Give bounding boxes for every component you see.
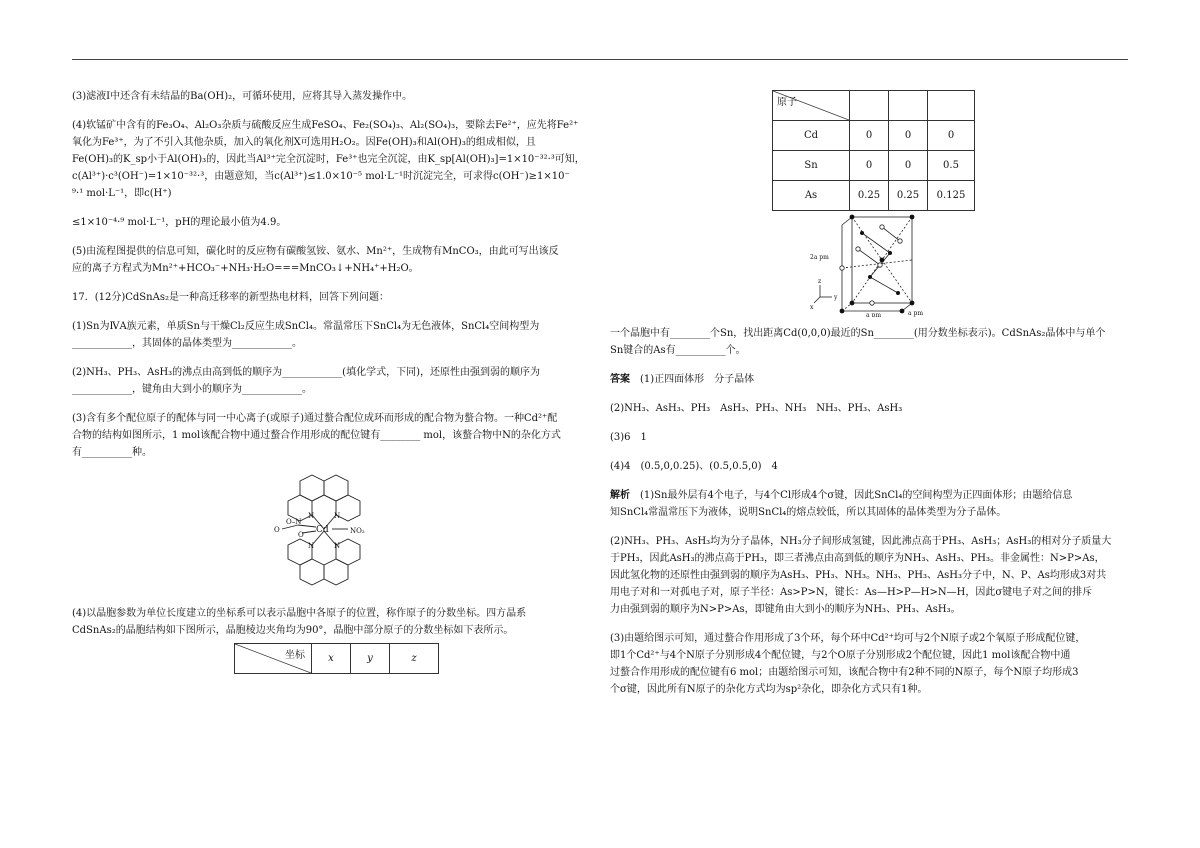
question-17-1	[72, 318, 594, 352]
crystal-cell-figure	[810, 213, 940, 317]
value-cell: 0.125	[928, 181, 975, 211]
line: 一个晶胞中有________个Sn，找出距离Cd(0,0,0)最近的Sn________(用分数坐标表示)。CdSnAs₂晶体中与单个	[610, 328, 1106, 339]
line: (4)软锰矿中含有的Fe₃O₄、Al₂O₃杂质与硫酸反应生成FeSO₄、Fe₂(SO₄)₃、Al₂(SO₄)₃，要除去Fe²⁺，应先将Fe²⁺	[72, 120, 579, 131]
value-cell: 0.5	[928, 151, 975, 181]
line: 氧化为Fe³⁺，为了不引入其他杂质，加入的氧化剂X可选用H₂O₂。因Fe(OH)₃和Al(OH)₃的组成相似，且	[72, 137, 536, 148]
c-dimension-label: 2a pm	[810, 254, 829, 261]
axis-y-label: y	[834, 294, 838, 301]
n-label-1: N	[308, 512, 315, 520]
line: CdSnAs₂的晶胞结构如下图所示，晶胞棱边夹角均为90°，晶胞中部分原子的分数坐标如下表所示。	[72, 625, 514, 636]
paragraph-ph: ≤1×10⁻⁴·⁹ mol·L⁻¹，pH的理论最小值为4.9。	[72, 217, 287, 228]
answer-label: 答案	[610, 374, 630, 385]
question-17-2	[72, 364, 594, 398]
line: 有__________种。	[72, 447, 152, 458]
paragraph-3: (3)滤液Ⅰ中还含有未结晶的Ba(OH)₂，可循环使用，应将其导入蒸发操作中。	[72, 91, 413, 102]
atom-cell: As	[773, 181, 850, 211]
analysis-3	[610, 630, 1130, 698]
line: 于PH₃，因此AsH₃的沸点高于PH₃，即三者沸点由高到低的顺序为NH₃、AsH₃、PH₃。非金属性：N>P>As，	[610, 553, 1105, 564]
answer-3: (3)6 1	[610, 432, 647, 443]
value-cell: 0	[889, 151, 928, 181]
line: 即1个Cd²⁺与4个N原子分别形成4个配位键，与2个O原子分别形成2个配位键，因此1 mol该配合物中通	[610, 650, 1071, 661]
line: (3)含有多个配位原子的配体与同一中心离子(或原子)通过螯合配位成环而形成的配合物为螯合物。一种Cd²⁺配	[72, 413, 558, 424]
paragraph-4	[72, 117, 594, 202]
table-row	[773, 181, 975, 211]
line: (2)NH₃、PH₃、AsH₃的沸点由高到低的顺序为____________(填化学式，下同)，还原性由强到弱的顺序为	[72, 367, 540, 378]
paragraph-5	[72, 243, 594, 277]
question-17-4	[72, 605, 594, 639]
right-column	[610, 88, 1130, 698]
line: ⁹·¹ mol·L⁻¹，即c(H⁺)	[72, 188, 172, 199]
header-cell	[928, 91, 975, 121]
analysis-text: (1)Sn最外层有4个电子，与4个Cl形成4个σ键，因此SnCl₄的空间构型为正四面体形；由题给信息	[640, 490, 1073, 501]
analysis-1	[610, 487, 1130, 521]
a-dimension-label-1: a pm	[908, 310, 924, 317]
line: (2)NH₃、PH₃、AsH₃均为分子晶体，NH₃分子间形成氢键，因此沸点高于PH₃、AsH₃；AsH₃的相对分子质量大	[610, 536, 1112, 547]
answer-2: (2)NH₃、AsH₃、PH₃ AsH₃、PH₃、NH₃ NH₃、PH₃、AsH₃	[610, 403, 903, 414]
line	[610, 487, 1130, 504]
line: 合物的结构如图所示，1 mol该配合物中通过螯合作用形成的配位键有________ mol，该螯合物中N的杂化方式	[72, 430, 561, 441]
n-label-4: N	[334, 542, 341, 550]
atom-cell: Sn	[773, 151, 850, 181]
answer-line-1	[610, 371, 1130, 388]
line: 知SnCl₄常温常压下为液体，说明SnCl₄的熔点较低，所以其固体的晶体类型为分子晶体。	[610, 507, 1007, 518]
analysis-label: 解析	[610, 490, 630, 501]
answer-1: (1)正四面体形 分子晶体	[640, 374, 755, 385]
value-cell: 0.25	[850, 181, 889, 211]
value-cell: 0.25	[889, 181, 928, 211]
answer-4: (4)4 (0.5,0,0.25)、(0.5,0.5,0) 4	[610, 461, 778, 472]
value-cell: 0	[928, 121, 975, 151]
line: Fe(OH)₃的K_sp小于Al(OH)₃的，因此当Al³⁺完全沉淀时，Fe³⁺也完全沉淀，由K_sp[Al(OH)₃]=1×10⁻³²·³可知，	[72, 154, 585, 165]
line: Sn键合的As有__________个。	[610, 345, 746, 356]
o-label: O	[274, 526, 280, 534]
line: 过螯合作用形成的配位键有6 mol；由题给图示可知，该配合物中有2种不同的N原子，每个N原子均形成3	[610, 667, 1079, 678]
coordinate-table-header	[234, 643, 439, 674]
table-corner-cell	[773, 91, 850, 121]
atom-cell: Cd	[773, 121, 850, 151]
line: (1)Sn为ⅣA族元素，单质Sn与干燥Cl₂反应生成SnCl₄。常温常压下SnCl₄为无色液体，SnCl₄空间构型为	[72, 321, 540, 332]
o2-label: O	[298, 531, 304, 539]
a-dimension-label-2: a pm	[866, 312, 882, 317]
no2-label: NO₂	[350, 527, 365, 535]
line: 应的离子方程式为Mn²⁺+HCO₃⁻+NH₃·H₂O===MnCO₃↓+NH₄⁺+H₂O。	[72, 263, 419, 274]
left-column	[72, 88, 594, 674]
analysis-2	[610, 533, 1130, 618]
n-o-label: O–N	[286, 518, 302, 526]
header-cell	[889, 91, 928, 121]
corner-label: 坐标	[285, 650, 305, 661]
line: 个σ键，因此所有N原子的杂化方式均为sp²杂化，即杂化方式只有1种。	[610, 684, 928, 695]
line: (3)由题给图示可知，通过螯合作用形成了3个环，每个环中Cd²⁺均可与2个N原子或2个氧原子形成配位键，	[610, 633, 1086, 644]
table-row	[773, 121, 975, 151]
question-17-3	[72, 410, 594, 461]
line: ____________，键角由大到小的顺序为____________。	[72, 384, 312, 395]
n-label-2: N	[334, 512, 341, 520]
question-17-4-cont	[610, 325, 1130, 359]
col-x: x	[312, 644, 351, 674]
value-cell: 0	[889, 121, 928, 151]
line: (5)由流程图提供的信息可知，碳化时的反应物有碳酸氢铵、氨水、Mn²⁺，生成物有MnCO₃，由此可写出该反	[72, 246, 559, 257]
axis-x-label: x	[810, 304, 814, 311]
value-cell: 0	[850, 121, 889, 151]
coordinate-table-body	[772, 90, 975, 211]
cd-label: Cd	[316, 525, 329, 535]
line: 用电子对和一对孤电子对，原子半径：As>P>N，键长：As—H>P—H>N—H，因此σ键电子对之间的排斥	[610, 587, 1093, 598]
line: ____________，其固体的晶体类型为____________。	[72, 338, 302, 349]
col-y: y	[351, 644, 390, 674]
value-cell: 0	[850, 151, 889, 181]
corner-label: 原子	[777, 97, 797, 108]
line: (4)以晶胞参数为单位长度建立的坐标系可以表示晶胞中各原子的位置，称作原子的分数坐标。四方晶系	[72, 608, 527, 619]
cd-complex-structure-figure	[272, 471, 382, 589]
line: c(Al³⁺)·c³(OH⁻)=1×10⁻³²·³，由题意知，当c(Al³⁺)≤1.0×10⁻⁵ mol·L⁻¹时沉淀完全，可求得c(OH⁻)≥1×10⁻	[72, 171, 570, 182]
col-z: z	[390, 644, 439, 674]
question-17-title: 17．(12分)CdSnAs₂是一种高迁移率的新型热电材料，回答下列问题：	[72, 292, 389, 303]
table-row	[773, 151, 975, 181]
n-label-3: N	[308, 542, 315, 550]
header-rule	[72, 59, 1128, 60]
header-cell	[850, 91, 889, 121]
axis-z-label: z	[818, 278, 822, 285]
line: 力由强到弱的顺序为N>P>As，即键角由大到小的顺序为NH₃、PH₃、AsH₃。	[610, 604, 961, 615]
table-corner-cell	[235, 644, 312, 674]
line: 因此氢化物的还原性由强到弱的顺序为AsH₃、PH₃、NH₃。NH₃、PH₃、AsH₃分子中，N、P、As均形成3对共	[610, 570, 1107, 581]
